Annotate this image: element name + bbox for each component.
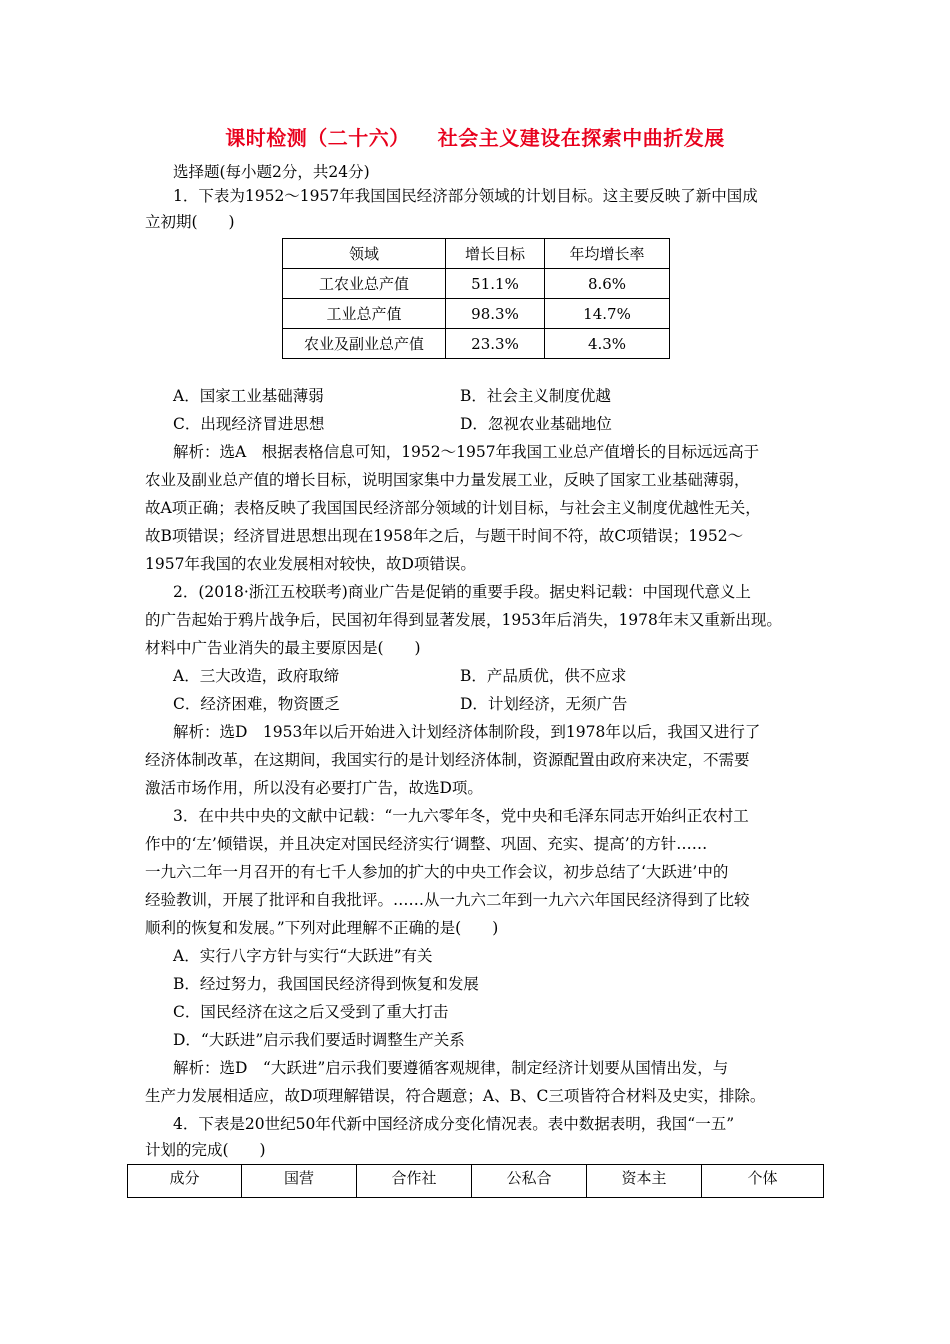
q3-stem-line: 3．在中共中央的文献中记载：“一九六零年冬，党中央和毛泽东同志开始纠正农村工 [173,807,749,825]
q3-option-d[interactable]: D．“大跃进”启示我们要适时调整生产关系 [173,1031,465,1049]
table-row [283,269,670,299]
q1-analysis-line: 故B项错误；经济冒进思想出现在1958年之后，与题干时间不符，故C项错误；1952～ [145,527,744,545]
q1-option-a[interactable]: A．国家工业基础薄弱 [173,387,324,405]
q2-option-b[interactable]: B．产品质优，供不应求 [460,667,627,685]
q3-stem-line: 作中的‘左’倾错误，并且决定对国民经济实行‘调整、巩固、充实、提高’的方针…… [145,835,708,853]
q1-stem-line: 1．下表为1952～1957年我国国民经济部分领域的计划目标。这主要反映了新中国成 [173,187,758,205]
q1-stem-line: 立初期( ) [145,213,235,231]
q2-stem-line: 材料中广告业消失的最主要原因是( ) [145,639,421,657]
table-row [283,329,670,359]
q2-stem-line: 2．(2018·浙江五校联考)商业广告是促销的重要手段。据史料记载：中国现代意义上 [173,583,751,601]
q1-cell: 23.3% [446,329,545,359]
q1-option-c[interactable]: C．出现经济冒进思想 [173,415,325,433]
q1-cell: 8.6% [545,269,670,299]
q2-option-d[interactable]: D．计划经济，无须广告 [460,695,628,713]
q1-cell: 农业及副业总产值 [283,329,446,359]
q3-stem-line: 经验教训，开展了批评和自我批评。……从一九六二年到一九六六年国民经济得到了比较 [145,891,750,909]
q1-option-b[interactable]: B．社会主义制度优越 [460,387,611,405]
q1-cell: 98.3% [446,299,545,329]
title-part-1: 课时检测（二十六） [225,126,410,150]
q1-header-cell: 增长目标 [446,239,545,269]
q1-cell: 工业总产值 [283,299,446,329]
q4-header-cell: 个体 [702,1165,824,1198]
q4-stem-line: 计划的完成( ) [145,1141,266,1159]
title-part-2: 社会主义建设在探索中曲折发展 [437,126,725,150]
q3-stem-line: 一九六二年一月召开的有七千人参加的扩大的中央工作会议，初步总结了‘大跃进’中的 [145,863,729,881]
table-row [283,299,670,329]
q1-header-cell: 年均增长率 [545,239,670,269]
q4-header-cell: 国营 [242,1165,357,1198]
q1-analysis-line: 农业及副业总产值的增长目标，说明国家集中力量发展工业，反映了国家工业基础薄弱， [145,471,750,489]
page-title [0,122,950,151]
q2-analysis-line: 经济体制改革，在这期间，我国实行的是计划经济体制，资源配置由政府来决定，不需要 [145,751,750,769]
q4-header-cell: 合作社 [357,1165,472,1198]
q2-analysis-line: 激活市场作用，所以没有必要打广告，故选D项。 [145,779,483,797]
q4-header-cell: 成分 [128,1165,242,1198]
q1-table [282,238,670,359]
q1-cell: 51.1% [446,269,545,299]
q2-stem-line: 的广告起始于鸦片战争后，民国初年得到显著发展，1953年后消失，1978年末又重新出现。 [145,611,782,629]
q3-analysis-line: 生产力发展相适应，故D项理解错误，符合题意；A、B、C三项皆符合材料及史实，排除。 [145,1087,766,1105]
q4-stem-line: 4．下表是20世纪50年代新中国经济成分变化情况表。表中数据表明，我国“一五” [173,1115,735,1133]
q2-analysis-line: 解析：选D 1953年以后开始进入计划经济体制阶段，到1978年以后，我国又进行了 [173,723,761,741]
q3-option-c[interactable]: C．国民经济在这之后又受到了重大打击 [173,1003,449,1021]
q3-stem-line: 顺利的恢复和发展。”下列对此理解不正确的是( ) [145,919,499,937]
q1-header-cell: 领域 [283,239,446,269]
q1-analysis-line: 故A项正确；表格反映了我国国民经济部分领域的计划目标，与社会主义制度优越性无关， [145,499,761,517]
q2-option-a[interactable]: A．三大改造，政府取缔 [173,667,340,685]
q3-analysis-line: 解析：选D “大跃进”启示我们要遵循客观规律，制定经济计划要从国情出发，与 [173,1059,729,1077]
q3-option-a[interactable]: A．实行八字方针与实行“大跃进”有关 [173,947,433,965]
q1-cell: 14.7% [545,299,670,329]
q4-table [127,1164,824,1198]
q4-header-cell: 资本主 [587,1165,702,1198]
q4-table-header-row [128,1165,824,1198]
q1-analysis-line: 1957年我国的农业发展相对较快，故D项错误。 [145,555,476,573]
section-heading: 选择题(每小题2分，共24分) [173,163,370,181]
q2-option-c[interactable]: C．经济困难，物资匮乏 [173,695,340,713]
q1-option-d[interactable]: D．忽视农业基础地位 [460,415,612,433]
q1-cell: 工农业总产值 [283,269,446,299]
q1-table-header-row [283,239,670,269]
q4-header-cell: 公私合 [472,1165,587,1198]
q3-option-b[interactable]: B．经过努力，我国国民经济得到恢复和发展 [173,975,479,993]
q1-cell: 4.3% [545,329,670,359]
q1-analysis-line: 解析：选A 根据表格信息可知，1952～1957年我国工业总产值增长的目标远远高于 [173,443,760,461]
